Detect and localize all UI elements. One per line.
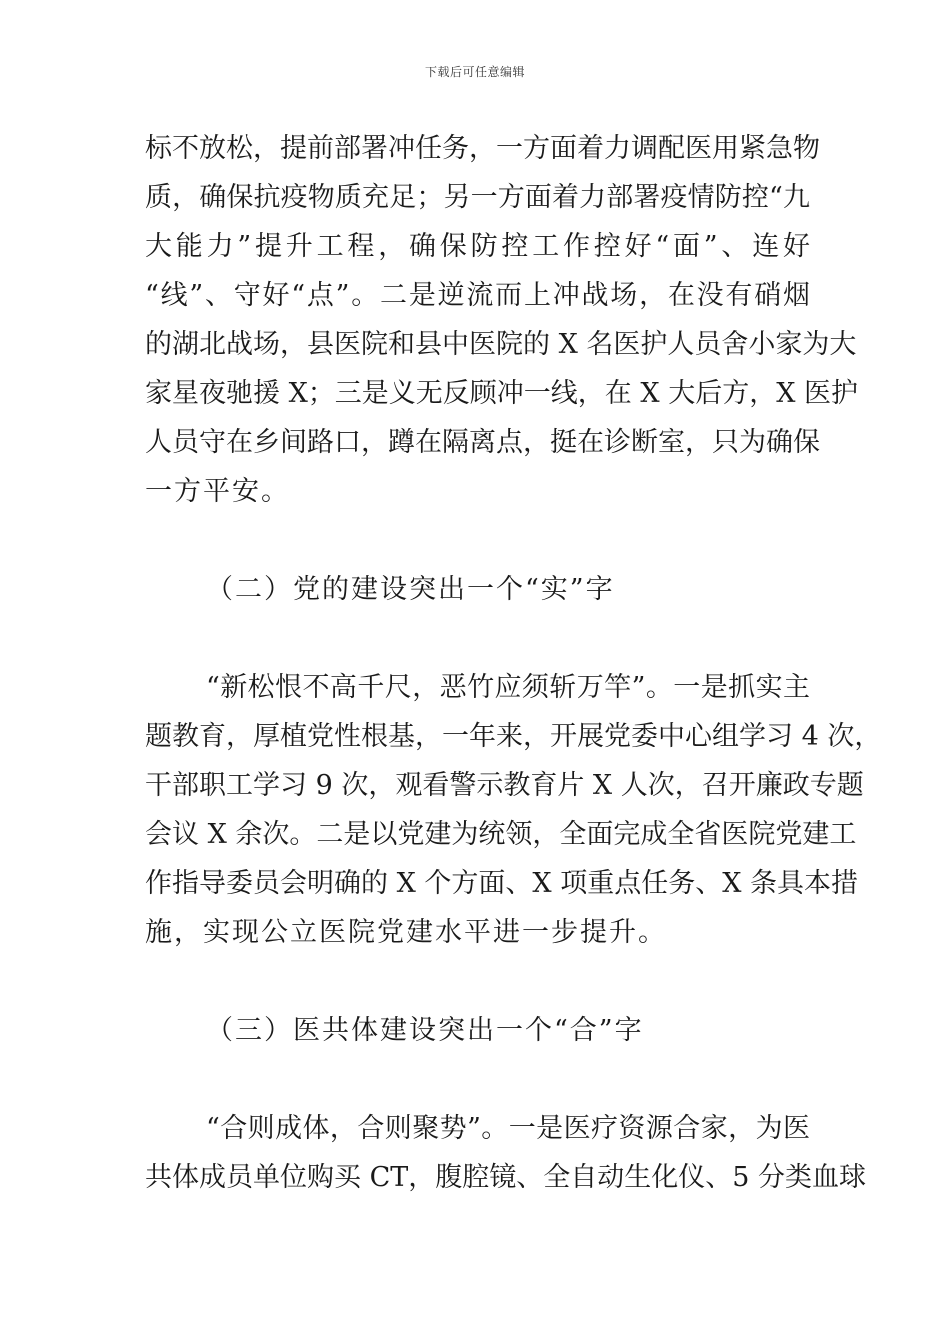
section-heading-3: （三）医共体建设突出一个“合”字 [206, 1015, 644, 1046]
paragraph-1 [145, 124, 858, 516]
text-line: 施，实现公立医院党建水平进一步提升。 [145, 917, 667, 948]
text-line: 人员守在乡间路口，蹲在隔离点，挺在诊断室，只为确保 [145, 427, 820, 458]
text-line: 大能力”提升工程，确保防控工作控好“面”、连好 [145, 231, 810, 262]
text-line: 一方平安。 [145, 476, 290, 507]
paragraph-2 [145, 663, 882, 957]
text-line: 的湖北战场，县医院和县中医院的 X 名医护人员舍小家为大 [145, 329, 857, 360]
text-line: 共体成员单位购买 CT，腹腔镜、全自动生化仪、5 分类血球 [145, 1162, 867, 1193]
section-heading-2: （二）党的建设突出一个“实”字 [206, 574, 615, 605]
document-body [145, 124, 882, 1202]
text-line: 干部职工学习 9 次，观看警示教育片 X 人次，召开廉政专题 [145, 770, 864, 801]
text-line: 题教育，厚植党性根基，一年来，开展党委中心组学习 4 次， [145, 721, 882, 752]
paragraph-3 [145, 1104, 867, 1202]
text-line: “新松恨不高千尺，恶竹应须斩万竿”。一是抓实主 [206, 672, 810, 703]
text-line: 标不放松，提前部署冲任务，一方面着力调配医用紧急物 [145, 133, 820, 164]
page-header-note: 下载后可任意编辑 [424, 65, 525, 79]
text-line: “合则成体，合则聚势”。一是医疗资源合家，为医 [206, 1113, 810, 1144]
text-line: 作指导委员会明确的 X 个方面、X 项重点任务、X 条具本措 [145, 868, 858, 899]
text-line: 家星夜驰援 X；三是义无反顾冲一线，在 X 大后方，X 医护 [145, 378, 858, 409]
text-line: 会议 X 余次。二是以党建为统领，全面完成全省医院党建工 [145, 819, 857, 850]
text-line: 质，确保抗疫物质充足；另一方面着力部署疫情防控“九 [145, 182, 810, 213]
text-line: “线”、守好“点”。二是逆流而上冲战场，在没有硝烟 [145, 280, 810, 311]
